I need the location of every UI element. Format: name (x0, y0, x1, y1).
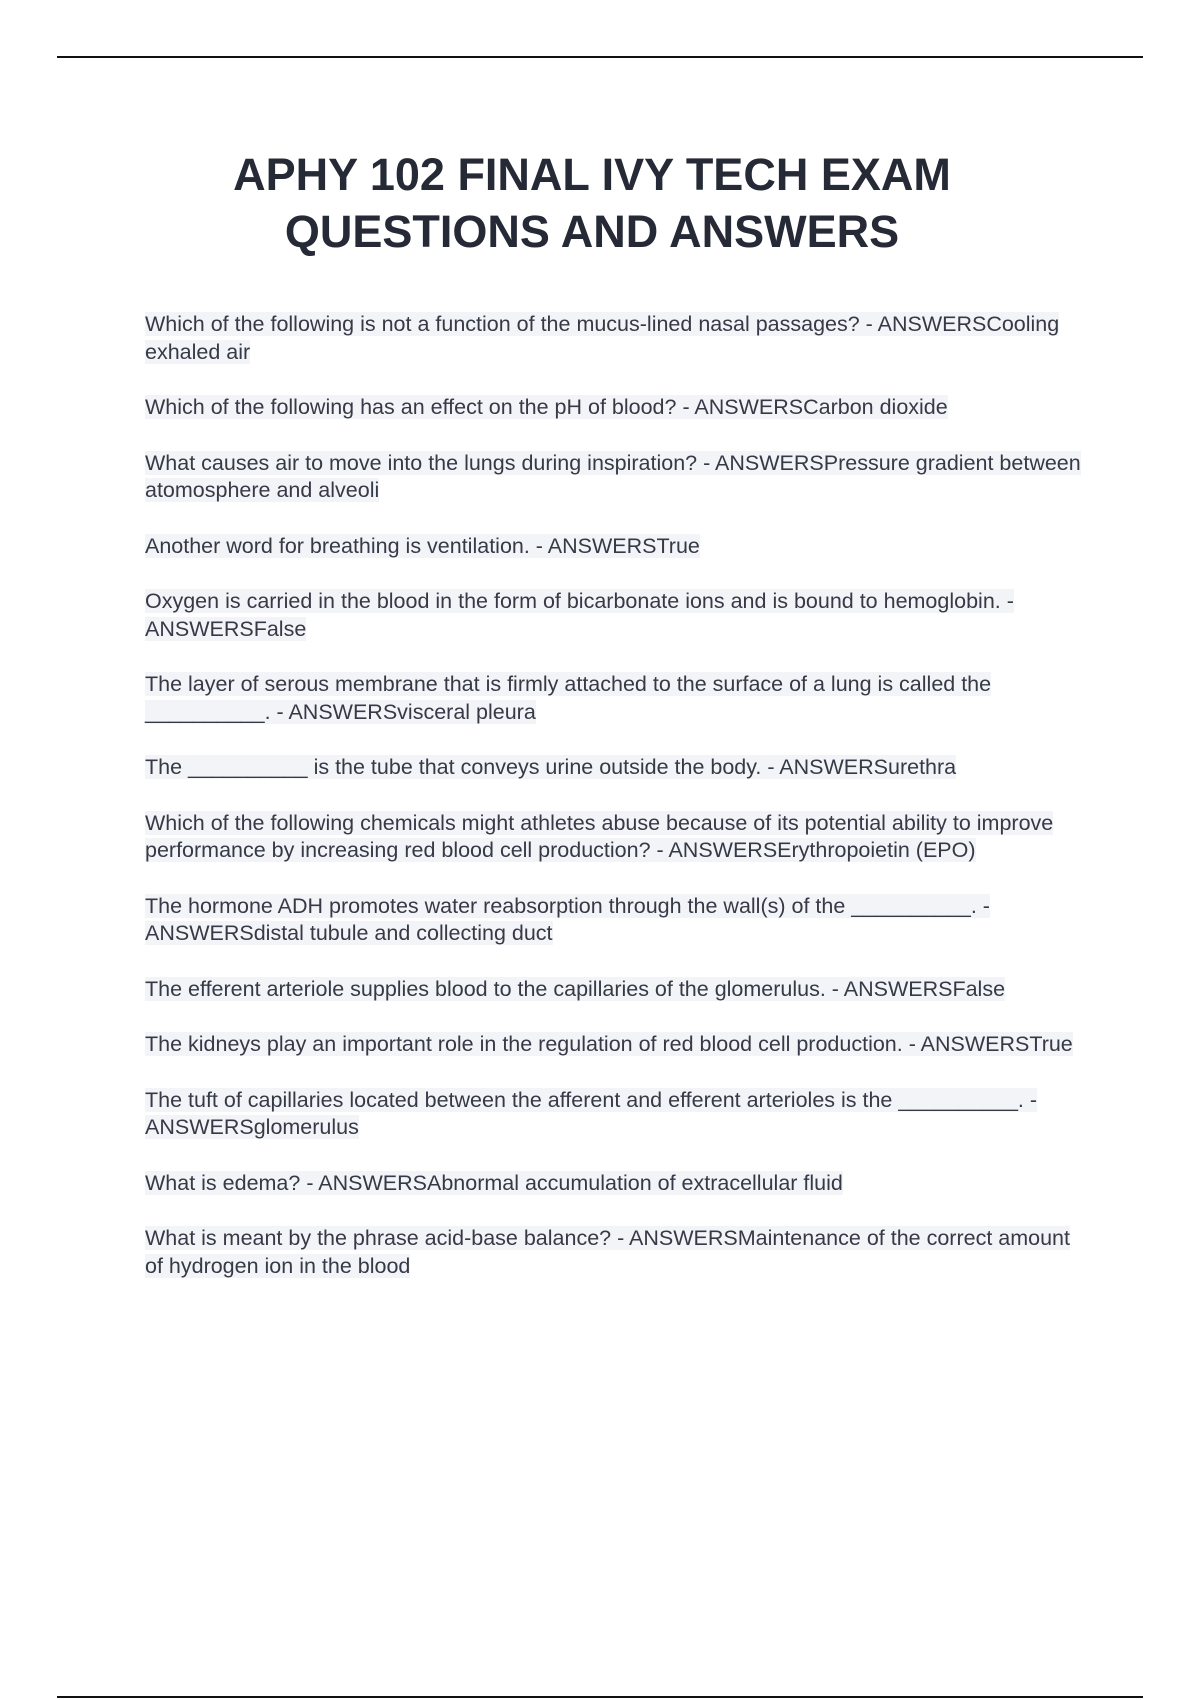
qa-item (145, 450, 1085, 505)
qa-item (145, 1087, 1085, 1142)
qa-text: The tuft of capillaries located between the afferent and efferent arterioles is the __________. - ANSWERSglomerulus (145, 1087, 1038, 1139)
title-line-2: QUESTIONS AND ANSWERS (284, 206, 900, 257)
qa-item (145, 754, 1085, 782)
qa-text: The kidneys play an important role in the regulation of red blood cell production. - ANSWERSTrue (145, 1032, 1073, 1056)
qa-text: What is edema? - ANSWERSAbnormal accumulation of extracellular fluid (145, 1170, 843, 1195)
qa-item (145, 588, 1085, 643)
bottom-divider (57, 1696, 1143, 1698)
qa-text: Which of the following is not a function of the mucus-lined nasal passages? - ANSWERSCooling exhaled air (145, 312, 1060, 364)
qa-text: What is meant by the phrase acid-base balance? - ANSWERSMaintenance of the correct amount of hydrogen ion in the blood (145, 1226, 1070, 1278)
qa-list (145, 311, 1085, 1308)
qa-item (145, 810, 1085, 865)
title-line-1: APHY 102 FINAL IVY TECH EXAM (233, 149, 951, 200)
qa-text: Another word for breathing is ventilation. - ANSWERSTrue (145, 533, 700, 558)
qa-item (145, 671, 1085, 726)
qa-text: The __________ is the tube that conveys urine outside the body. - ANSWERSurethra (145, 755, 957, 779)
qa-text: The hormone ADH promotes water reabsorption through the wall(s) of the __________. - ANSWERSdistal tubule and collecting duct (145, 893, 990, 945)
qa-item (145, 311, 1085, 366)
qa-item (145, 976, 1085, 1004)
qa-item (145, 1225, 1085, 1280)
document-title (120, 146, 1064, 260)
qa-text: What causes air to move into the lungs during inspiration? - ANSWERSPressure gradient between atomosphere and alveoli (145, 450, 1081, 502)
qa-item (145, 893, 1085, 948)
qa-item (145, 1170, 1085, 1198)
qa-text: Oxygen is carried in the blood in the form of bicarbonate ions and is bound to hemoglobin. - ANSWERSFalse (145, 589, 1014, 641)
top-divider (57, 56, 1143, 58)
qa-item (145, 533, 1085, 561)
qa-text: Which of the following has an effect on the pH of blood? - ANSWERSCarbon dioxide (145, 395, 948, 419)
qa-text: The layer of serous membrane that is firmly attached to the surface of a lung is called the __________. - ANSWERSvisceral pleura (145, 672, 992, 724)
qa-text: The efferent arteriole supplies blood to the capillaries of the glomerulus. - ANSWERSFalse (145, 976, 1006, 1001)
qa-text: Which of the following chemicals might athletes abuse because of its potential ability to improve performance by increasing red blood cell production? - ANSWERSErythropoietin (EPO) (145, 810, 1054, 862)
qa-item (145, 1031, 1085, 1059)
qa-item (145, 394, 1085, 422)
